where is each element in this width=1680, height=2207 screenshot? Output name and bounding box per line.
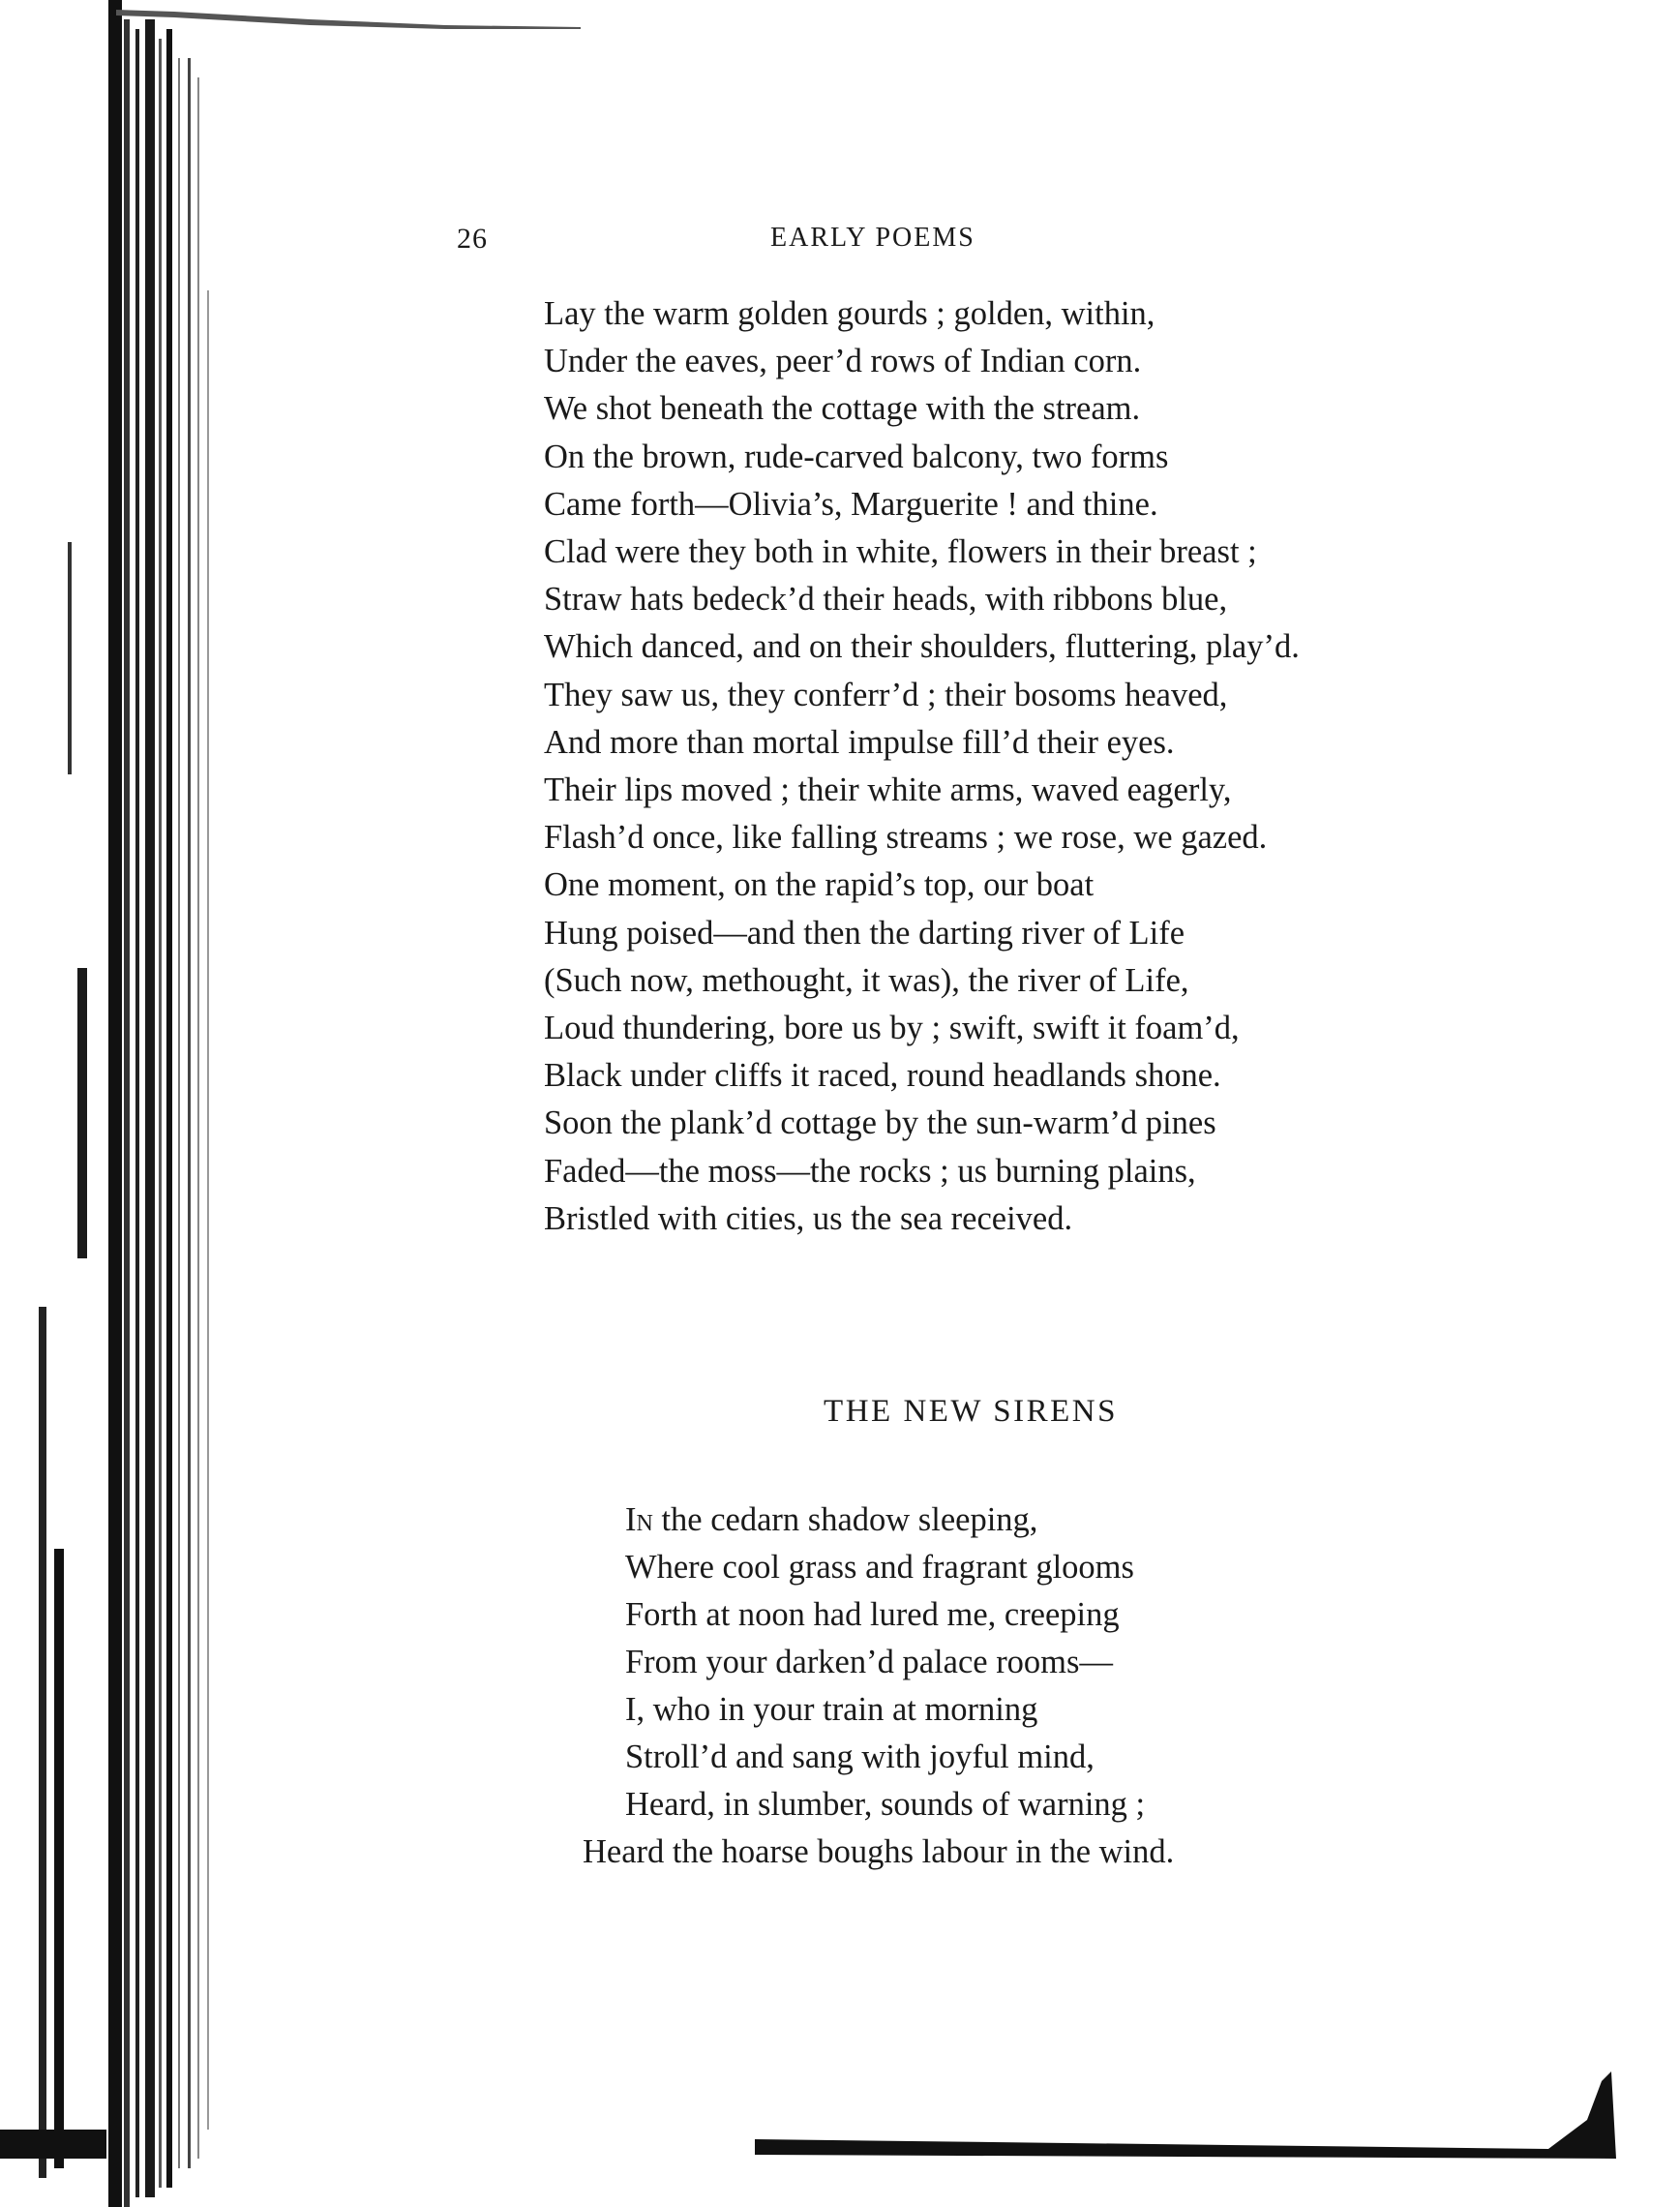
poem-line: Hung poised—and then the darting river of Life (544, 914, 1185, 952)
poem-line: Under the eaves, peer’d rows of Indian corn. (544, 343, 1142, 380)
poem-line: We shot beneath the cottage with the stream. (544, 390, 1141, 428)
poem-line: Clad were they both in white, flowers in their breast ; (544, 533, 1257, 571)
poem-line: Forth at noon had lured me, creeping (625, 1596, 1120, 1633)
poem-line: One moment, on the rapid’s top, our boat (544, 866, 1095, 904)
poem-line (625, 1497, 1174, 1544)
running-head (0, 223, 1680, 261)
poem-line: Their lips moved ; their white arms, waved eagerly, (544, 771, 1232, 809)
poem-line: Came forth—Olivia’s, Marguerite ! and thine. (544, 485, 1158, 523)
poem-line: Lay the warm golden gourds ; golden, within, (544, 295, 1155, 332)
poem-line: I, who in your train at morning (625, 1691, 1038, 1728)
poem-line: On the brown, rude-carved balcony, two forms (544, 438, 1169, 475)
drop-first-word: In (625, 1501, 653, 1538)
page-number: 26 (457, 223, 488, 255)
bottom-page-edge (716, 2062, 1626, 2168)
poem-line: Heard, in slumber, sounds of warning ; (625, 1786, 1146, 1823)
poem-line: Faded—the moss—the rocks ; us burning plains, (544, 1152, 1196, 1190)
binding-edge (0, 0, 232, 2207)
poem-line: Bristled with cities, us the sea received. (544, 1199, 1073, 1237)
poem-line: Which danced, and on their shoulders, fluttering, play’d. (544, 628, 1300, 666)
poem-line: And more than mortal impulse fill’d their eyes. (544, 723, 1175, 761)
poem-line: Heard the hoarse boughs labour in the wind. (583, 1833, 1175, 1870)
poem-line: Flash’d once, like falling streams ; we rose, we gazed. (544, 819, 1268, 857)
poem-line: Stroll’d and sang with joyful mind, (625, 1738, 1095, 1775)
poem-line: Soon the plank’d cottage by the sun-warm’d pines (544, 1104, 1216, 1142)
poem-line: Loud thundering, bore us by ; swift, swift it foam’d, (544, 1010, 1240, 1047)
poem-title: THE NEW SIRENS (824, 1394, 1118, 1429)
poem-line: (Such now, methought, it was), the river of Life, (544, 961, 1189, 999)
poem-line: Straw hats bedeck’d their heads, with ribbons blue, (544, 581, 1228, 619)
running-title: EARLY POEMS (770, 223, 975, 253)
first-line-rest: the cedarn shadow sleeping, (652, 1501, 1038, 1538)
poem-continuation (544, 290, 1300, 1243)
new-poem-stanza (583, 1497, 1175, 1876)
poem-line: Where cool grass and fragrant glooms (625, 1549, 1134, 1586)
poem-line: Black under cliffs it raced, round headlands shone. (544, 1057, 1221, 1095)
poem-line: They saw us, they conferr’d ; their bosoms heaved, (544, 676, 1228, 713)
poem-line: From your darken’d palace rooms— (625, 1644, 1113, 1680)
top-edge-smudge (116, 0, 581, 39)
